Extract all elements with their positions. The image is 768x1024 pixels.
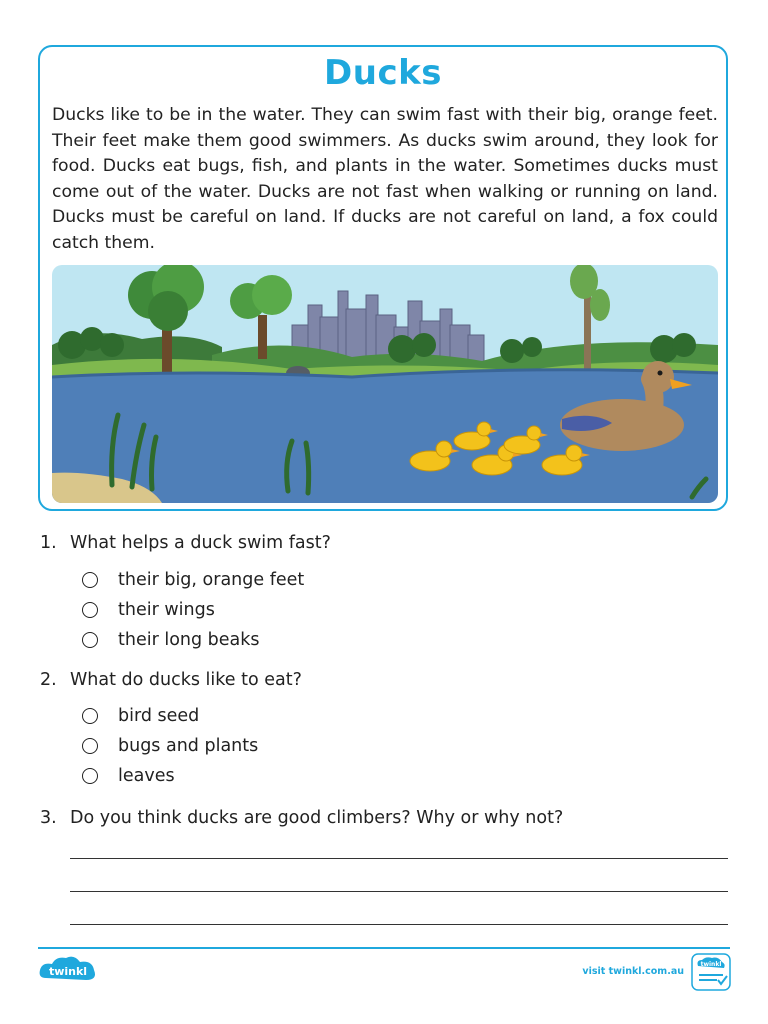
question-1: [40, 533, 331, 553]
footer-divider: [38, 947, 730, 949]
reading-passage: Ducks like to be in the water. They can swim fast with their big, orange feet. Their feet make them good swimmers. As ducks swim around, they look for food. Ducks eat bugs, fish, and plants in the water. Sometimes ducks must come out of the water. Ducks are not fast when walking or running on land. Ducks must be careful on land. If ducks are not careful on land, a fox could catch them.: [52, 105, 718, 253]
radio-icon[interactable]: [82, 572, 98, 588]
logo-text: twinkl: [48, 965, 88, 978]
question-number: 2.: [40, 670, 57, 690]
twinkl-logo-icon: [38, 954, 98, 988]
radio-icon[interactable]: [82, 768, 98, 784]
option-label: their big, orange feet: [118, 570, 305, 590]
option-label: bugs and plants: [118, 736, 259, 756]
question-text: Do you think ducks are good climbers? Why or why not?: [70, 808, 564, 828]
option-1a[interactable]: [82, 570, 304, 590]
question-text: What do ducks like to eat?: [70, 670, 302, 690]
option-label: their wings: [118, 600, 215, 620]
page-title: Ducks: [324, 53, 442, 93]
question-number: 1.: [40, 533, 57, 553]
option-label: bird seed: [118, 706, 200, 726]
quality-badge-icon: [690, 952, 732, 992]
radio-icon[interactable]: [82, 632, 98, 648]
radio-icon[interactable]: [82, 602, 98, 618]
question-3: [40, 808, 563, 828]
option-2b[interactable]: [82, 736, 258, 756]
answer-line[interactable]: [70, 858, 728, 859]
option-label: leaves: [118, 766, 175, 786]
answer-line[interactable]: [70, 891, 728, 892]
radio-icon[interactable]: [82, 738, 98, 754]
question-text: What helps a duck swim fast?: [70, 533, 331, 553]
option-1b[interactable]: [82, 600, 215, 620]
option-label: their long beaks: [118, 630, 260, 650]
pond-illustration: [52, 265, 718, 503]
footer-link[interactable]: visit twinkl.com.au: [582, 966, 684, 977]
reading-passage-card: [38, 45, 728, 511]
radio-icon[interactable]: [82, 708, 98, 724]
question-2: [40, 670, 302, 690]
option-2a[interactable]: [82, 706, 199, 726]
option-2c[interactable]: [82, 766, 175, 786]
question-number: 3.: [40, 808, 57, 828]
badge-text: twinkl: [700, 961, 722, 968]
option-1c[interactable]: [82, 630, 260, 650]
answer-line[interactable]: [70, 924, 728, 925]
